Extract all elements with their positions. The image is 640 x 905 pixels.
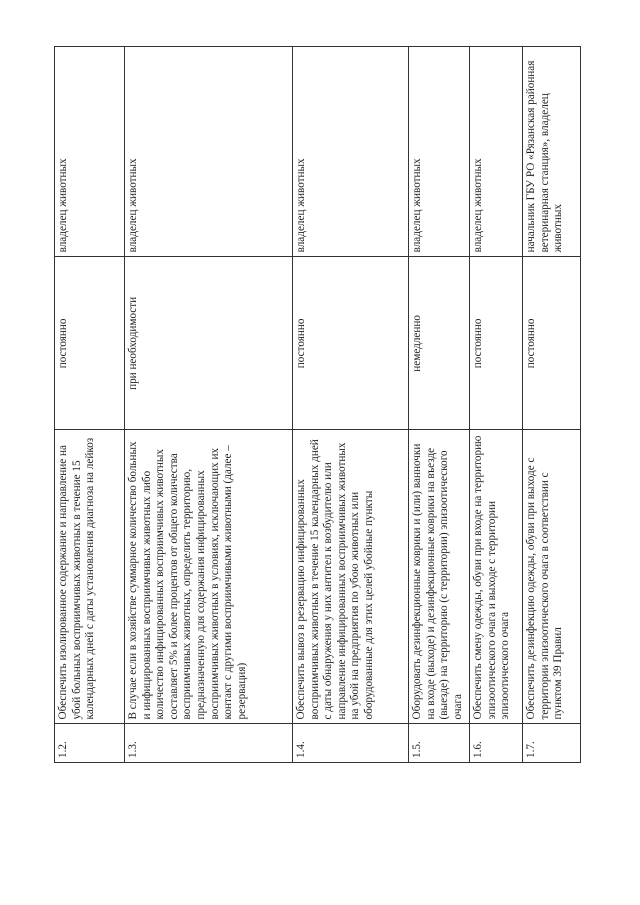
measure-text: Обеспечить дезинфекцию одежды, обуви при выходе с территории эпизоотического очага в соответствии с пунктом 39 Правил — [523, 430, 581, 724]
row-number: 1.4. — [293, 724, 409, 763]
measures-table — [54, 46, 581, 763]
responsible-text: владелец животных — [470, 47, 523, 257]
table-row — [55, 47, 125, 763]
measure-text: В случае если в хозяйстве суммарное количество больных и инфицированных восприимчивых животных либо количество инфицированных восприимчивых животных составляет 5% и более процентов от общего количества восприимчивых животных, определить территорию, предназначенную для содержания инфицированных восприимчивых животных в условиях, исключающих их контакт с другими восприимчивыми животными (далее – резервация) — [125, 430, 293, 724]
row-number: 1.3. — [125, 724, 293, 763]
responsible-text: владелец животных — [293, 47, 409, 257]
measure-text: Обеспечить вывоз в резервацию инфицированных восприимчивых животных в течение 15 календарных дней с даты обнаружения у них антител к возбудителю или направление инфицированных восприимчивых животных на убой на предприятия по убою животных или оборудованные для этих целей убойные пункты — [293, 430, 409, 724]
table-row — [470, 47, 523, 763]
responsible-text: владелец животных — [125, 47, 293, 257]
term-text: при необходимости — [125, 257, 293, 430]
responsible-text: начальник ГБУ РО «Рязанская районная ветеринарная станция», владелец животных — [523, 47, 581, 257]
measure-text: Обеспечить изолированное содержание и направление на убой больных восприимчивых животных в течение 15 календарных дней с даты установления диагноза на лейкоз — [55, 430, 125, 724]
measure-text: Оборудовать дезинфекционные коврики и (или) ванночки на входе (выходе) и дезинфекционные коврики на въезде (выезде) на территорию (с территории) эпизоотического очага — [409, 430, 470, 724]
table-row — [293, 47, 409, 763]
row-number: 1.2. — [55, 724, 125, 763]
table-row — [523, 47, 581, 763]
row-number: 1.7. — [523, 724, 581, 763]
term-text: постоянно — [470, 257, 523, 430]
table-row — [409, 47, 470, 763]
measure-text: Обеспечить смену одежды, обуви при входе на территорию эпизоотического очага и выходе с территории эпизоотического очага — [470, 430, 523, 724]
responsible-text: владелец животных — [55, 47, 125, 257]
row-number: 1.5. — [409, 724, 470, 763]
table-row — [125, 47, 293, 763]
responsible-text: владелец животных — [409, 47, 470, 257]
term-text: постоянно — [293, 257, 409, 430]
term-text: постоянно — [523, 257, 581, 430]
term-text: постоянно — [55, 257, 125, 430]
row-number: 1.6. — [470, 724, 523, 763]
term-text: немедленно — [409, 257, 470, 430]
